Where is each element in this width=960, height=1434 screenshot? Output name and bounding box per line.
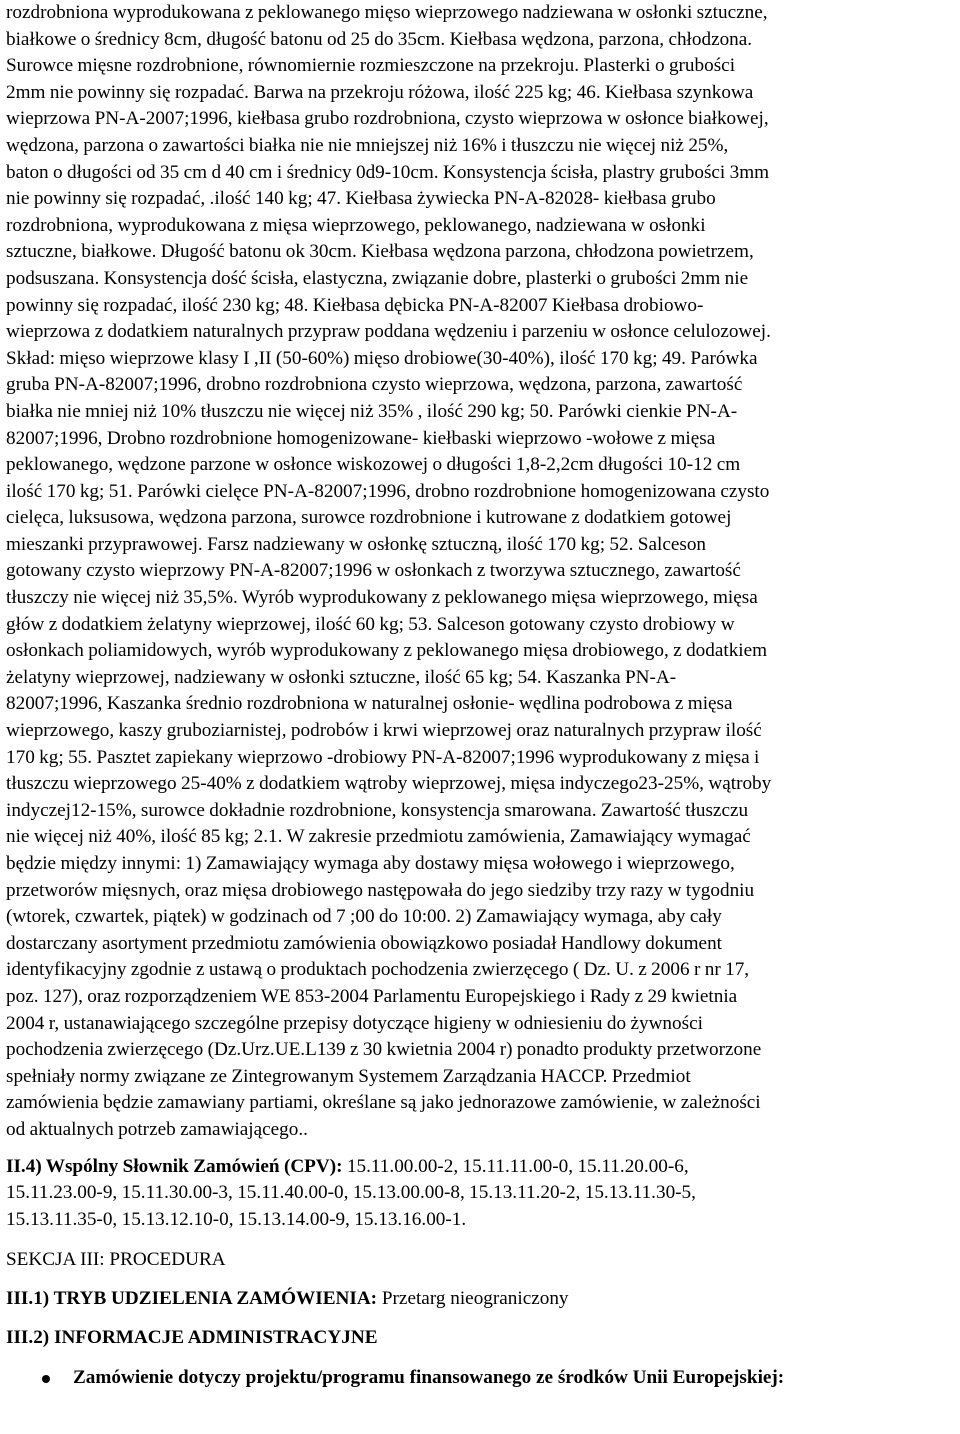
cpv-label: II.4) Wspólny Słownik Zamówień (CPV):: [6, 1155, 343, 1177]
procedure-type-value: Przetarg nieograniczony: [377, 1287, 569, 1309]
procedure-type-line: [6, 1286, 958, 1313]
procedure-type-label: III.1) TRYB UDZIELENIA ZAMÓWIENIA:: [6, 1287, 378, 1309]
cpv-block: [6, 1154, 958, 1234]
list-item-text: Zamówienie dotyczy projektu/programu finansowanego ze środków Unii Europejskiej:: [73, 1367, 785, 1389]
cpv-codes: 15.11.00.00-2, 15.11.11.00-0, 15.11.20.00-6, 15.11.23.00-9, 15.11.30.00-3, 15.11.40.00-0, 15.13.00.00-8, 15.13.11.20-2, 15.13.11.30-5, 15.13.11.35-0, 15.13.12.10-0, 15.13.14.00-9, 15.13.16.00-1.: [6, 1155, 696, 1230]
section-heading-procedure: SEKCJA III: PROCEDURA: [6, 1249, 226, 1271]
bullet-list: [6, 1365, 958, 1392]
bullet-icon: [42, 1375, 50, 1383]
document-body-paragraph: rozdrobniona wyprodukowana z peklowanego mięso wieprzowego nadziewana w osłonki sztuczne, białkowe o średnicy 8cm, długość batonu od 25 do 35cm. Kiełbasa wędzona, parzona, chłodzona. Surowce mięsne rozdrobnione, równomiernie rozmieszczone na przekroju. Plasterki o grubości 2mm nie powinny się rozpadać. Barwa na przekroju różowa, ilość 225 kg; 46. Kiełbasa szynkowa wieprzowa PN-A-2007;1996, kiełbasa grubo rozdrobniona, czysto wieprzowa w osłonce białkowej, wędzona, parzona o zawartości białka nie nie mniejszej niż 16% i tłuszczu nie więcej niż 25%, baton o długości od 35 cm d 40 cm i średnicy 0d9-10cm. Konsystencja ścisła, plastry grubości 3mm nie powinny się rozpadać, .ilość 140 kg; 47. Kiełbasa żywiecka PN-A-82028- kiełbasa grubo rozdrobniona, wyprodukowana z mięsa wieprzowego, peklowanego, nadziewana w osłonki sztuczne, białkowe. Długość batonu ok 30cm. Kiełbasa wędzona parzona, chłodzona powietrzem, podsuszana. Konsystencja dość ścisła, elastyczna, związanie dobre, plasterki o grubości 2mm nie powinny się rozpadać, ilość 230 kg; 48. Kiełbasa dębicka PN-A-82007 Kiełbasa drobiowo- wieprzowa z dodatkiem naturalnych przypraw poddana wędzeniu i parzeniu w osłonce celulozowej. Skład: mięso wieprzowe klasy I ,II (50-60%) mięso drobiowe(30-40%), ilość 170 kg; 49. Parówka gruba PN-A-82007;1996, drobno rozdrobniona czysto wieprzowa, wędzona, parzona, zawartość białka nie mniej niż 10% tłuszczu nie więcej niż 35% , ilość 290 kg; 50. Parówki cienkie PN-A- 82007;1996, Drobno rozdrobnione homogenizowane- kiełbaski wieprzowo -wołowe z mięsa peklowanego, wędzone parzone w osłonce wiskozowej o długości 1,8-2,2cm długości 10-12 cm ilość 170 kg; 51. Parówki cielęce PN-A-82007;1996, drobno rozdrobnione homogenizowana czysto cielęca, luksusowa, wędzona parzona, surowce rozdrobnione i kutrowane z dodatkiem gotowej mieszanki przyprawowej. Farsz nadziewany w osłonkę sztuczną, ilość 170 kg; 52. Salceson gotowany czysto wieprzowy PN-A-82007;1996 w osłonkach z tworzywa sztucznego, zawartość tłuszczy nie więcej niż 35,5%. Wyrób wyprodukowany z peklowanego mięsa wieprzowego, mięsa głów z dodatkiem żelatyny wieprzowej, ilość 60 kg; 53. Salceson gotowany czysto drobiowy w osłonkach poliamidowych, wyrób wyprodukowany z peklowanego mięsa drobiowego, z dodatkiem żelatyny wieprzowej, nadziewany w osłonki sztuczne, ilość 65 kg; 54. Kaszanka PN-A- 82007;1996, Kaszanka średnio rozdrobniona w naturalnej osłonie- wędlina podrobowa z mięsa wieprzowego, kaszy gruboziarnistej, podrobów i krwi wieprzowej oraz naturalnych przypraw ilość 170 kg; 55. Pasztet zapiekany wieprzowo -drobiowy PN-A-82007;1996 wyprodukowany z mięsa i tłuszczu wieprzowego 25-40% z dodatkiem wątroby wieprzowej, mięsa indyczego23-25%, wątroby indyczej12-15%, surowce dokładnie rozdrobnione, konsystencja smarowana. Zawartość tłuszczu nie więcej niż 40%, ilość 85 kg; 2.1. W zakresie przedmiotu zamówienia, Zamawiający wymagać będzie między innymi: 1) Zamawiający wymaga aby dostawy mięsa wołowego i wieprzowego, przetworów mięsnych, oraz mięsa drobiowego następowała do jego siedziby trzy razy w tygodniu (wtorek, czwartek, piątek) w godzinach od 7 ;00 do 10:00. 2) Zamawiający wymaga, aby cały dostarczany asortyment przedmiotu zamówienia obowiązkowo posiadał Handlowy dokument identyfikacyjny zgodnie z ustawą o produktach pochodzenia zwierzęcego ( Dz. U. z 2006 r nr 17, poz. 127), oraz rozporządzeniem WE 853-2004 Parlamentu Europejskiego i Rady z 29 kwietnia 2004 r, ustanawiającego szczególne przepisy dotyczące higieny w odniesieniu do żywności pochodzenia zwierzęcego (Dz.Urz.UE.L139 z 30 kwietnia 2004 r) ponadto produkty przetworzone spełniały normy związane ze Zintegrowanym Systemem Zarządzania HACCP. Przedmiot zamówienia będzie zamawiany partiami, określane są jako jednorazowe zamówienie, w zależności od aktualnych potrzeb zamawiającego..: [6, 2, 772, 1140]
admin-info-heading: III.2) INFORMACJE ADMINISTRACYJNE: [6, 1326, 378, 1348]
document-page: [6, 0, 958, 1392]
list-item: [6, 1365, 958, 1392]
